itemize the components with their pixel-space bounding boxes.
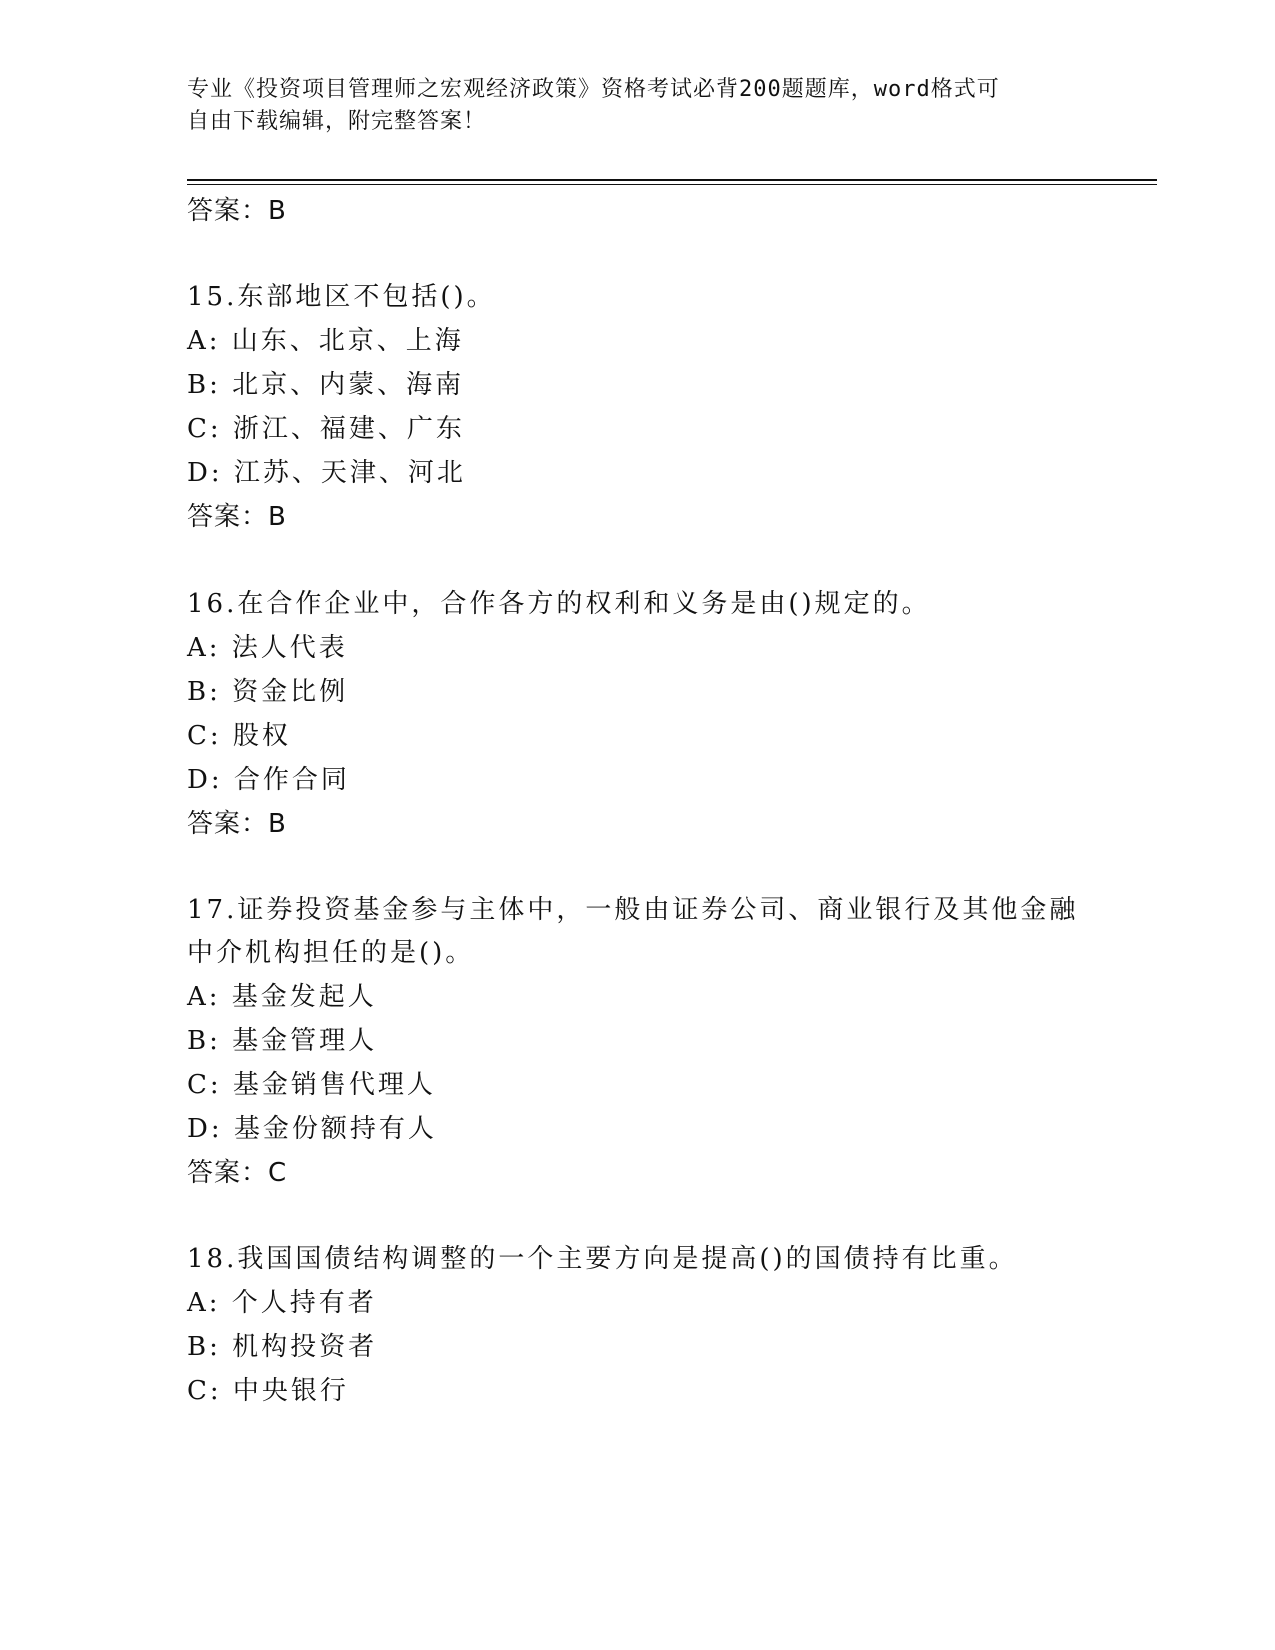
question-17-option-d: D: 基金份额持有人 bbox=[187, 1114, 437, 1144]
header-rule-thin bbox=[187, 184, 1157, 185]
question-18-option-a: A: 个人持有者 bbox=[187, 1288, 377, 1318]
question-15-option-a: A: 山东、北京、上海 bbox=[187, 326, 464, 356]
question-18-option-c: C: 中央银行 bbox=[187, 1376, 349, 1406]
question-18-stem: 18.我国国债结构调整的一个主要方向是提高()的国债持有比重。 bbox=[187, 1244, 1018, 1274]
question-16-answer: 答案：B bbox=[187, 809, 287, 839]
question-17-answer: 答案：C bbox=[187, 1158, 288, 1188]
question-16-stem: 16.在合作企业中，合作各方的权利和义务是由()规定的。 bbox=[187, 589, 931, 619]
question-15-option-b: B: 北京、内蒙、海南 bbox=[187, 370, 465, 400]
question-18-option-b: B: 机构投资者 bbox=[187, 1332, 378, 1362]
header-line-1: 专业《投资项目管理师之宏观经济政策》资格考试必背200题题库，word格式可 bbox=[187, 77, 1000, 102]
answer-previous: 答案：B bbox=[187, 196, 287, 226]
question-17-stem-line-2: 中介机构担任的是()。 bbox=[187, 938, 475, 968]
question-17-stem-line-1: 17.证券投资基金参与主体中，一般由证券公司、商业银行及其他金融 bbox=[187, 895, 1079, 925]
document-header bbox=[187, 74, 1067, 138]
question-15-option-c: C: 浙江、福建、广东 bbox=[187, 414, 465, 444]
question-16-option-a: A: 法人代表 bbox=[187, 633, 348, 663]
header-line-2: 自由下载编辑，附完整答案！ bbox=[187, 109, 487, 134]
question-17-option-a: A: 基金发起人 bbox=[187, 982, 377, 1012]
question-16-option-c: C: 股权 bbox=[187, 721, 291, 751]
question-17-option-c: C: 基金销售代理人 bbox=[187, 1070, 436, 1100]
header-rule-thick bbox=[187, 179, 1157, 181]
question-16-option-d: D: 合作合同 bbox=[187, 765, 350, 795]
question-16-option-b: B: 资金比例 bbox=[187, 677, 349, 707]
question-15-answer: 答案：B bbox=[187, 502, 287, 532]
question-17-option-b: B: 基金管理人 bbox=[187, 1026, 378, 1056]
question-15-stem: 15.东部地区不包括()。 bbox=[187, 282, 496, 312]
question-15-option-d: D: 江苏、天津、河北 bbox=[187, 458, 466, 488]
